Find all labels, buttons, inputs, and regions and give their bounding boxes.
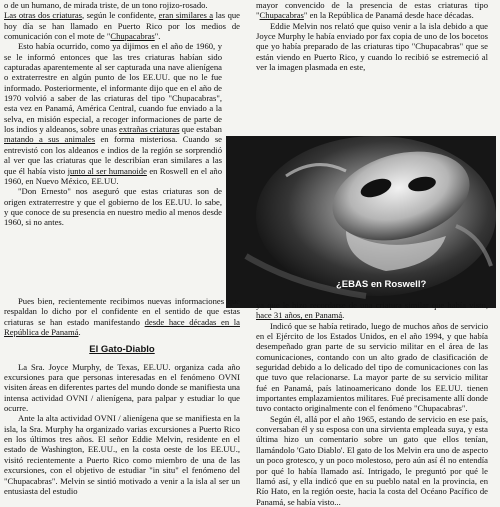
underlined-text: Chupacabras: [110, 31, 155, 42]
underlined-text: extrañas criaturas: [119, 124, 180, 135]
text-span: " en la República de Panamá desde hace: [303, 10, 443, 21]
text-span: La Sra. Joyce Murphy, de Texas, EE.UU. organiza cada año excursiones para que personas interesadas en el fenómeno OVNI visiten áreas en diferentes partes del mundo donde se manifiesta una intensa actividad OVNI / alienígena, para palpar y estudiar lo que ocurre.: [4, 361, 240, 414]
text-span: de comunicación con el mote de ": [4, 20, 240, 42]
left-paragraph-1: [4, 0, 240, 41]
left-paragraph-5: [4, 362, 240, 414]
text-span: .: [78, 327, 81, 338]
text-line: o de un humano, de mirada triste, de un tono rojizo-rosado.: [4, 0, 208, 10]
underlined-text: hace 31 años, en Panamá: [256, 310, 343, 321]
text-span: ".: [154, 31, 161, 42]
photo-caption: ¿EBAS en Roswell?: [336, 279, 427, 290]
text-span: ": [256, 10, 260, 21]
left-paragraph-3: [4, 186, 222, 227]
text-span: .: [342, 310, 345, 321]
left-column-bottom: [4, 296, 240, 496]
underlined-text: matando a sus animales: [4, 134, 96, 145]
left-column: [4, 0, 240, 228]
text-span: Eddie Melvin nos relató que quiso venir a la isla debido a que Joyce Murphy le había enviado por fax copia de uno de los bocetos que yo había preparado de las criaturas tipo "Chupacabras" que se están viendo en Puerto Rico, y cuando lo recibió se estremeció al ver la imagen plasmada en este,: [256, 20, 488, 73]
text-span: en Roswell en el año 1960, en Nuevo México, EE.UU.: [4, 165, 222, 186]
left-paragraph-2: [4, 41, 222, 186]
underlined-text: Las otras dos criaturas: [4, 10, 82, 21]
text-span: en forma misteriosa. Cuando se entrevistó con los aldeanos e indios de la región se sorprendió al ver que las criaturas que le describían eran similares a las que él había visto: [4, 134, 222, 176]
section-heading: El Gato-Diablo: [89, 344, 155, 356]
right-paragraph-1: [256, 0, 488, 21]
left-paragraph-6: [4, 413, 240, 496]
right-column-bottom: [256, 300, 488, 507]
underlined-text: junto al ser humanoide: [67, 165, 147, 176]
text-span: Pues bien, recientemente recibimos nuevas informaciones que respaldan lo dicho por el confidente en el sentido de que estas criaturas se han estado manifestando: [4, 296, 240, 327]
right-paragraph-3: [256, 300, 488, 321]
text-span: Según él, allá por el año 1965, estando de servicio en ese país, conversaban él y su esposa con una sirvienta empleada suya, y esta última hizo un comentario sobre un gato que ellos tenían, llamándolo 'Gato Diablo'. El gato de los Melvin era uno de aspecto un poco grotesco, y un poco molestoso, pero aún así él no entendía por qué lo había llamado así. Intrigado, le preguntó por qué le llamó así, y ella indicó que en su pueblo natal en la provincia, en Río Hato, en la región oeste, hacia la costa del Océano Pacífico de Panamá, se había visto...: [256, 413, 488, 507]
text-span: que estaban: [179, 124, 222, 135]
underlined-text: Chupacabras: [259, 10, 304, 21]
left-paragraph-4: [4, 296, 240, 337]
text-span: ya que le hizo recordarse de una criatura similar que había visto,: [256, 300, 488, 310]
underlined-text: eran similares a: [158, 10, 214, 21]
text-span: Indicó que se había retirado, luego de muchos años de servicio en el Ejército de los Estados Unidos, en el año 1994, y que había desempeñado gran parte de su servicio militar en el área de las comunicaciones, contando con un alto grado de clasificación de seguridad debido a lo delicado del tipo de comunicaciones con las que tuvo que relacionarse. La mayor parte de su servicio militar fué en Panamá, país latinoamericano donde los EE.UU. tienen importantes emplazamientos militares. Fué precisamente allí donde tuvo contacto originalmente con el fenómeno "Chupacabras".: [256, 320, 488, 414]
right-paragraph-4: [256, 321, 488, 414]
text-span: las que hoy día se han llamado en Puerto Rico por los medios: [4, 10, 240, 31]
underlined-text: desde hace décadas en la República de Panamá: [4, 316, 240, 338]
right-paragraph-2: [256, 21, 488, 73]
text-span: Ante la alta actividad OVNI / alienígena que se manifiesta en la isla, la Sra. Murphy ha organizado varias excursiones a Puerto Rico en los últimos tres años. El señor Eddie Melvin, residente en el estado de Washington, EE.UU., en la costa oeste de los EE.UU., visitó recientemente a Puerto Rico como miembro de una de las excursiones, con el objetivo de estudiar "in situ" el fenómeno del "Chupacabras". Melvin se sintió motivado a venir a la isla al ser un entusiasta del estudio: [4, 413, 240, 496]
text-span: "Don Ernesto" nos aseguró que estas criaturas son de origen extraterrestre y que el gobierno de los EE.UU. lo sabe, y que conoce de su presencia en nuestro medio al menos desde 1960, si no antes.: [4, 186, 222, 228]
text-span: décadas.: [444, 10, 474, 21]
text-span: Esto había ocurrido, como ya dijimos en el año de 1960, y se le informó entonces que las tres criaturas habían sido capturadas aparentemente al ser capturada una nave alienígena o extraterrestre en algún punto de los EE.UU. que no le fue informado. Posteriormente, el informante dijo que en el año de 1970 volvió a saber de las criaturas del tipo "Chupacabras", esta vez en Panamá, América Central, cuando fue enviado a la selva, en misión especial, a recoger informaciones de parte de los indios y aldeanos, sobre unas: [4, 41, 222, 135]
right-column-top: [256, 0, 488, 72]
photo-alien-image: [226, 136, 496, 308]
text-span: mayor convencido de la presencia de estas criaturas tipo: [256, 0, 488, 10]
text-span: , según le confidente,: [81, 10, 159, 21]
right-paragraph-5: [256, 414, 488, 507]
